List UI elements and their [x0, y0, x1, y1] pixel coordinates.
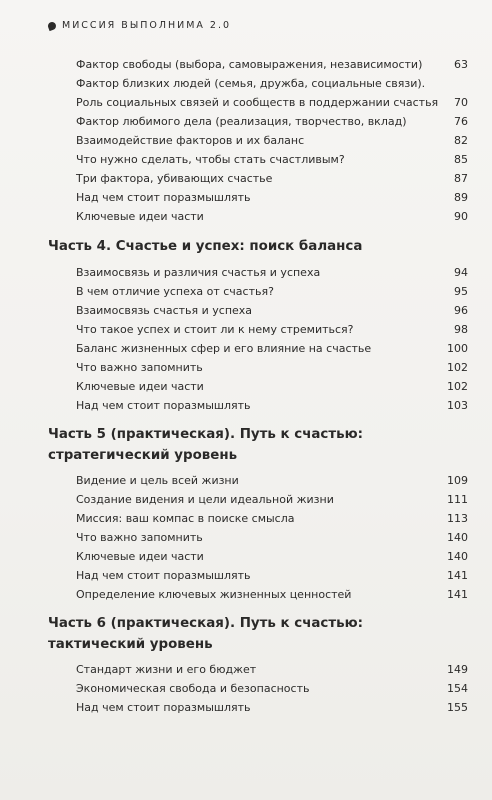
toc-entry-title: Фактор свободы (выбора, самовыражения, независимости)	[76, 58, 423, 71]
toc-entry	[76, 208, 468, 226]
toc-entry-page: 102	[447, 380, 468, 393]
toc-entry-title: Баланс жизненных сфер и его влияние на счастье	[76, 342, 372, 355]
toc-entry-page: 140	[447, 550, 468, 563]
toc-entry-title: Что нужно сделать, чтобы стать счастливым?	[76, 153, 345, 166]
toc-entry	[76, 189, 468, 207]
toc-entry-page: 109	[447, 474, 468, 487]
toc-entry-page: 89	[454, 191, 468, 204]
toc-entry-page: 141	[447, 569, 468, 582]
part-heading-line: Часть 6 (практическая). Путь к счастью:	[48, 616, 363, 631]
toc-entry	[76, 661, 468, 679]
toc-entry-title: Ключевые идеи части	[76, 550, 204, 563]
toc-entry-title: Экономическая свобода и безопасность	[76, 682, 310, 695]
running-title: МИССИЯ ВЫПОЛНИМА 2.0	[62, 20, 232, 31]
toc-entry-page: 103	[447, 399, 468, 412]
toc-entry	[76, 151, 468, 169]
toc-entry-title: Ключевые идеи части	[76, 380, 204, 393]
toc-entry-page: 100	[447, 342, 468, 355]
toc-entry-title: Определение ключевых жизненных ценностей	[76, 588, 352, 601]
toc-entry-title: Миссия: ваш компас в поиске смысла	[76, 512, 295, 525]
toc-entry-page: 95	[454, 285, 468, 298]
toc-entry	[76, 699, 468, 717]
toc-entry-page: 70	[454, 96, 468, 109]
running-header	[48, 20, 231, 31]
toc-entry-title: Три фактора, убивающих счастье	[76, 172, 273, 185]
toc-entry-title: Над чем стоит поразмышлять	[76, 399, 251, 412]
toc-entry-page: 82	[454, 134, 468, 147]
toc-entry-title: Ключевые идеи части	[76, 210, 204, 223]
part-heading	[48, 613, 448, 655]
toc-entry-page: 102	[447, 361, 468, 374]
toc-entry	[76, 321, 468, 339]
part-heading-line: тактический уровень	[48, 637, 213, 652]
toc-entry-page: 76	[454, 115, 468, 128]
toc-entry-title: Стандарт жизни и его бюджет	[76, 663, 257, 676]
toc-entry-page: 63	[454, 58, 468, 71]
toc-entry-title: Над чем стоит поразмышлять	[76, 701, 251, 714]
toc-entry	[76, 56, 468, 74]
toc-entry	[76, 586, 468, 604]
toc-entry-page: 149	[447, 663, 468, 676]
toc-entry	[76, 359, 468, 377]
toc-entry-title: Видение и цель всей жизни	[76, 474, 239, 487]
toc-entry	[76, 510, 468, 528]
toc-entry-page: 113	[447, 512, 468, 525]
toc-entry	[76, 397, 468, 415]
toc-entry	[76, 378, 468, 396]
toc-entry-title: Над чем стоит поразмышлять	[76, 191, 251, 204]
part-heading-line: стратегический уровень	[48, 448, 238, 463]
toc-entry	[76, 567, 468, 585]
toc-entry-title: Фактор близких людей (семья, дружба, социальные связи).	[76, 77, 426, 90]
toc-entry-title: Что такое успех и стоит ли к нему стремиться?	[76, 323, 354, 336]
part-heading	[48, 424, 448, 466]
toc-entry-title: Создание видения и цели идеальной жизни	[76, 493, 334, 506]
toc-entry-title: Над чем стоит поразмышлять	[76, 569, 251, 582]
toc-entry-page: 85	[454, 153, 468, 166]
toc-entry-page: 94	[454, 266, 468, 279]
toc-entry-page: 140	[447, 531, 468, 544]
toc-entry-page: 141	[447, 588, 468, 601]
toc-entry	[76, 302, 468, 320]
toc-entry	[76, 113, 468, 131]
toc-entry	[76, 283, 468, 301]
toc-entry-title: Взаимосвязь и различия счастья и успеха	[76, 266, 321, 279]
toc-entry-title: В чем отличие успеха от счастья?	[76, 285, 274, 298]
part-heading: Часть 4. Счастье и успех: поиск баланса	[48, 239, 363, 254]
toc-entry	[76, 548, 468, 566]
toc-entry	[76, 340, 468, 358]
toc-entry-title: Взаимодействие факторов и их баланс	[76, 134, 305, 147]
toc-entry	[76, 132, 468, 150]
toc-entry-page: 155	[447, 701, 468, 714]
toc-entry	[76, 491, 468, 509]
toc-entry-page: 98	[454, 323, 468, 336]
toc-entry-title: Фактор любимого дела (реализация, творчество, вклад)	[76, 115, 407, 128]
toc-entry-page: 154	[447, 682, 468, 695]
toc-entry	[76, 680, 468, 698]
toc-entry	[76, 264, 468, 282]
toc-entry-title: Что важно запомнить	[76, 361, 203, 374]
leaf-icon	[47, 20, 57, 30]
toc-entry-title: Роль социальных связей и сообществ в поддержании счастья	[76, 96, 439, 109]
toc-entry	[76, 170, 468, 188]
toc-entry-page: 87	[454, 172, 468, 185]
toc-entry-page: 111	[447, 493, 468, 506]
toc-entry-page: 96	[454, 304, 468, 317]
toc-entry	[76, 75, 468, 93]
toc-entry-title: Что важно запомнить	[76, 531, 203, 544]
toc-entry	[76, 529, 468, 547]
toc-entry-title: Взаимосвязь счастья и успеха	[76, 304, 253, 317]
toc-entry	[76, 472, 468, 490]
part-heading-line: Часть 5 (практическая). Путь к счастью:	[48, 427, 363, 442]
toc-entry-page: 90	[454, 210, 468, 223]
toc-entry	[76, 94, 468, 112]
